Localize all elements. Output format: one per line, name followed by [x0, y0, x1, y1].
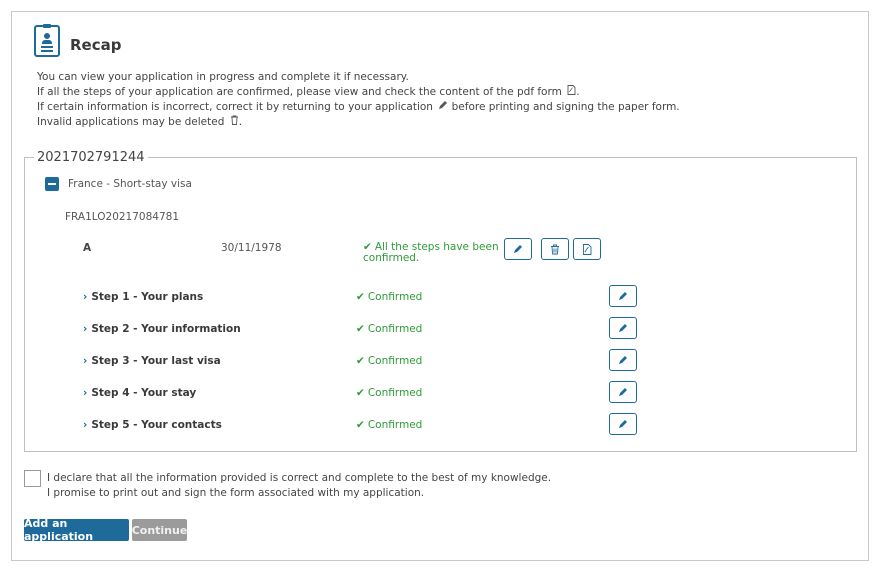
pencil-icon [618, 355, 628, 365]
chevron-right-icon: › [83, 323, 88, 335]
step-4-status [356, 387, 422, 399]
step-1-label: Step 1 - Your plans [91, 291, 204, 303]
step-2-link[interactable] [83, 323, 241, 335]
step-3-status-text: Confirmed [367, 355, 423, 367]
id-card-icon [34, 25, 60, 57]
continue-button[interactable]: Continue [132, 519, 187, 541]
step-2-status [356, 323, 422, 335]
intro-line-3a: If certain information is incorrect, correct it by returning to your application [37, 101, 433, 113]
add-application-button[interactable]: Add an application [24, 519, 129, 541]
step-5-link[interactable] [83, 419, 222, 431]
intro-line-4: Invalid applications may be deleted [37, 116, 225, 128]
step-2-status-text: Confirmed [367, 323, 423, 335]
edit-step-2-button[interactable] [609, 317, 637, 339]
step-1-status [356, 291, 422, 303]
chevron-right-icon: › [83, 355, 88, 367]
check-icon: ✔ [356, 323, 365, 335]
pdf-icon [567, 85, 576, 95]
step-5-status-text: Confirmed [367, 419, 423, 431]
pencil-icon [438, 100, 448, 110]
edit-step-5-button[interactable] [609, 413, 637, 435]
check-icon: ✔ [356, 291, 365, 303]
pencil-icon [618, 323, 628, 333]
edit-step-3-button[interactable] [609, 349, 637, 371]
check-icon: ✔ [363, 241, 372, 253]
applicant-dob: 30/11/1978 [221, 242, 282, 254]
pencil-icon [618, 419, 628, 429]
step-3-status [356, 355, 422, 367]
intro-line-2: If all the steps of your application are confirmed, please view and check the content of the pdf form [37, 86, 562, 98]
application-group [24, 157, 857, 452]
chevron-right-icon: › [83, 291, 88, 303]
pencil-icon [618, 387, 628, 397]
declaration-line-2: I promise to print out and sign the form associated with my application. [47, 487, 425, 499]
collapse-toggle-icon[interactable] [45, 177, 59, 191]
trash-icon [230, 115, 239, 125]
intro-line-3b: before printing and signing the paper form. [451, 101, 680, 113]
check-icon: ✔ [356, 419, 365, 431]
step-1-link[interactable] [83, 291, 203, 303]
pencil-icon [618, 291, 628, 301]
country-visa-label: France - Short-stay visa [68, 178, 192, 190]
step-3-link[interactable] [83, 355, 221, 367]
delete-application-button[interactable] [541, 238, 569, 260]
applicant-status [363, 242, 503, 264]
group-legend: 2021702791244 [34, 150, 148, 165]
intro-line-1: You can view your application in progress and complete it if necessary. [37, 71, 409, 83]
applicant-status-text: All the steps have been confirmed. [363, 241, 499, 264]
edit-application-button[interactable] [504, 238, 532, 260]
edit-step-4-button[interactable] [609, 381, 637, 403]
pencil-icon [513, 244, 523, 254]
intro-text: You can view your application in progress and complete it if necessary. If all the steps of your application are confirmed, please view and check the content of the pdf form . If certain information is incorrect, correct it by returning to your application before printing and signing the paper form. Invalid applications may be deleted . [37, 71, 680, 128]
declaration-checkbox[interactable] [24, 470, 41, 487]
step-4-label: Step 4 - Your stay [91, 387, 197, 399]
check-icon: ✔ [356, 355, 365, 367]
pdf-form-button[interactable] [573, 238, 601, 260]
declaration-line-1: I declare that all the information provided is correct and complete to the best of my knowledge. [47, 472, 552, 484]
application-number: FRA1LO20217084781 [65, 211, 179, 223]
chevron-right-icon: › [83, 387, 88, 399]
edit-step-1-button[interactable] [609, 285, 637, 307]
step-4-status-text: Confirmed [367, 387, 423, 399]
step-5-status [356, 419, 422, 431]
applicant-name: A [83, 242, 92, 254]
pdf-icon [582, 244, 592, 255]
step-2-label: Step 2 - Your information [91, 323, 241, 335]
trash-icon [550, 244, 560, 255]
step-4-link[interactable] [83, 387, 196, 399]
step-1-status-text: Confirmed [367, 291, 423, 303]
check-icon: ✔ [356, 387, 365, 399]
chevron-right-icon: › [83, 419, 88, 431]
recap-card [11, 11, 869, 561]
step-5-label: Step 5 - Your contacts [91, 419, 222, 431]
page-title: Recap [70, 36, 122, 54]
step-3-label: Step 3 - Your last visa [91, 355, 221, 367]
declaration-text [47, 471, 551, 501]
